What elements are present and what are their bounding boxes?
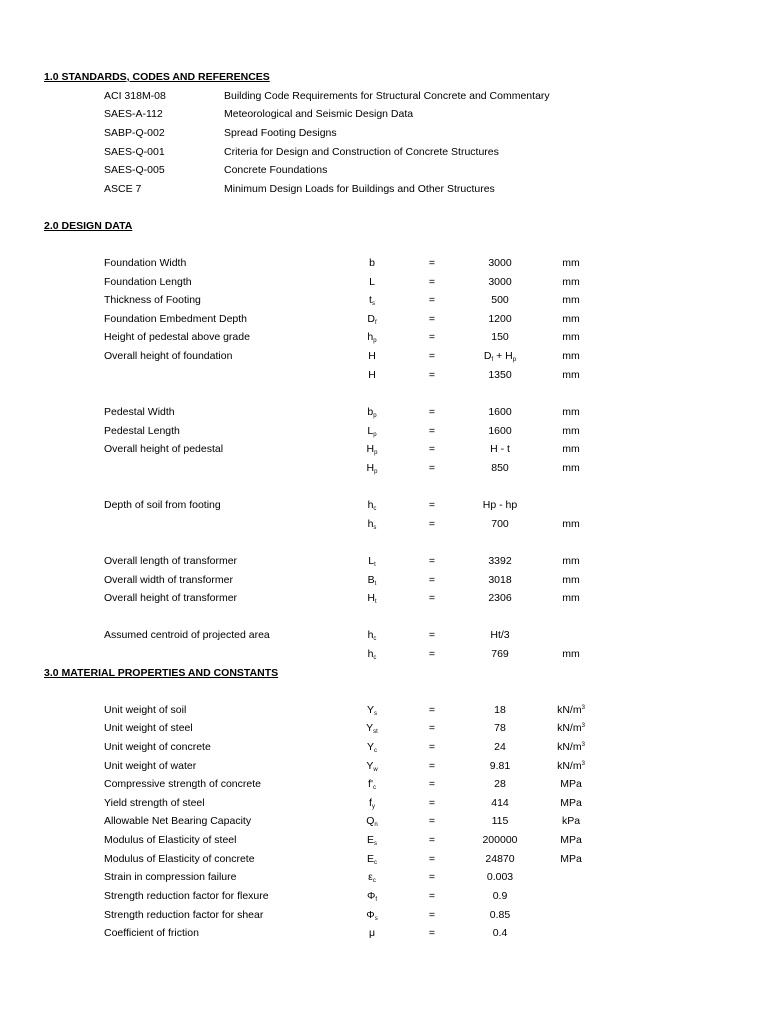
row-label: Coefficient of friction bbox=[104, 927, 199, 939]
reference-title: Criteria for Design and Construction of Concrete Structures bbox=[224, 146, 499, 158]
row-label: Modulus of Elasticity of steel bbox=[104, 834, 237, 846]
row-label: Allowable Net Bearing Capacity bbox=[104, 815, 252, 827]
row-unit: kPa bbox=[561, 815, 581, 827]
reference-row bbox=[0, 108, 768, 126]
row-symbol: $H_p$ bbox=[366, 443, 378, 456]
row-symbol: $h_c$ bbox=[367, 648, 377, 661]
row-symbol: $E_c$ bbox=[366, 853, 377, 866]
equals-sign: = bbox=[428, 704, 436, 716]
row-symbol: $f'_c$ bbox=[368, 778, 376, 791]
row-formula: Hp - hp bbox=[482, 499, 518, 511]
row-formula: H - t bbox=[490, 443, 510, 455]
row-label: Unit weight of steel bbox=[104, 722, 193, 734]
row-label: Strain in compression failure bbox=[104, 871, 237, 883]
row-value: 769 bbox=[491, 648, 509, 660]
row-value: 3000 bbox=[488, 276, 512, 288]
row-label: Unit weight of soil bbox=[104, 704, 187, 716]
row-label: Overall height of pedestal bbox=[104, 443, 224, 455]
row-unit: $kN/m^3$ bbox=[557, 741, 585, 753]
reference-code: SAES-Q-005 bbox=[104, 164, 165, 176]
row-symbol: H bbox=[368, 369, 376, 381]
equals-sign: = bbox=[428, 760, 436, 772]
row-symbol: $t_s$ bbox=[369, 294, 375, 307]
row-symbol: $H_p$ bbox=[366, 462, 378, 475]
row-value: 3392 bbox=[488, 555, 512, 567]
modulus-concrete-row bbox=[0, 853, 768, 871]
equals-sign: = bbox=[428, 499, 436, 511]
equals-sign: = bbox=[428, 592, 436, 604]
equals-sign: = bbox=[428, 369, 436, 381]
equals-sign: = bbox=[428, 294, 436, 306]
equals-sign: = bbox=[428, 462, 436, 474]
row-value: 0.9 bbox=[492, 890, 508, 902]
thickness-row bbox=[0, 294, 768, 312]
row-symbol: $D_f$ bbox=[367, 313, 377, 326]
row-label: Strength reduction factor for flexure bbox=[104, 890, 269, 902]
water-weight-row bbox=[0, 760, 768, 778]
foundation-width-row bbox=[0, 257, 768, 275]
pedestal-length-row bbox=[0, 425, 768, 443]
row-symbol: $Y_s$ bbox=[366, 704, 377, 717]
row-label: Overall width of transformer bbox=[104, 574, 233, 586]
overall-height-value-row bbox=[0, 369, 768, 387]
equals-sign: = bbox=[428, 257, 436, 269]
equals-sign: = bbox=[428, 313, 436, 325]
row-unit: mm bbox=[562, 462, 580, 474]
equals-sign: = bbox=[428, 648, 436, 660]
row-unit: mm bbox=[562, 313, 580, 325]
equals-sign: = bbox=[428, 778, 436, 790]
reference-row bbox=[0, 90, 768, 108]
row-value: 3018 bbox=[488, 574, 512, 586]
equals-sign: = bbox=[428, 406, 436, 418]
row-unit: $kN/m^3$ bbox=[557, 704, 585, 716]
equals-sign: = bbox=[428, 927, 436, 939]
row-label: Assumed centroid of projected area bbox=[104, 629, 270, 641]
row-value: 3000 bbox=[488, 257, 512, 269]
row-label: Pedestal Length bbox=[104, 425, 180, 437]
row-unit: $kN/m^3$ bbox=[557, 722, 585, 734]
row-label: Height of pedestal above grade bbox=[104, 331, 250, 343]
row-value: 24 bbox=[494, 741, 506, 753]
row-value: 0.003 bbox=[486, 871, 514, 883]
equals-sign: = bbox=[428, 518, 436, 530]
row-value: 1600 bbox=[488, 406, 512, 418]
equals-sign: = bbox=[428, 443, 436, 455]
bearing-capacity-row bbox=[0, 815, 768, 833]
equals-sign: = bbox=[428, 722, 436, 734]
row-symbol: $Y_{st}$ bbox=[366, 722, 378, 735]
reference-title: Concrete Foundations bbox=[224, 164, 328, 176]
equals-sign: = bbox=[428, 909, 436, 921]
pedestal-height-above-grade-row bbox=[0, 331, 768, 349]
row-symbol: $B_t$ bbox=[367, 574, 377, 587]
row-symbol: $L_p$ bbox=[367, 425, 377, 438]
row-unit: mm bbox=[562, 592, 580, 604]
row-symbol: $b_p$ bbox=[367, 406, 377, 419]
equals-sign: = bbox=[428, 741, 436, 753]
row-symbol: $Q_n$ bbox=[366, 815, 378, 828]
row-symbol: $\Phi_s$ bbox=[366, 909, 378, 922]
row-unit: mm bbox=[562, 555, 580, 567]
material-heading: 3.0 MATERIAL PROPERTIES AND CONSTANTS bbox=[44, 667, 279, 679]
soil-depth-row bbox=[0, 499, 768, 517]
strain-row bbox=[0, 871, 768, 889]
row-value: 500 bbox=[491, 294, 509, 306]
equals-sign: = bbox=[428, 425, 436, 437]
row-label: Unit weight of water bbox=[104, 760, 197, 772]
reference-code: ACI 318M-08 bbox=[104, 90, 166, 102]
transformer-length-row bbox=[0, 555, 768, 573]
row-label: Overall length of transformer bbox=[104, 555, 238, 567]
row-symbol: $h_c$ bbox=[367, 499, 377, 512]
row-label: Modulus of Elasticity of concrete bbox=[104, 853, 255, 865]
row-symbol: L bbox=[369, 276, 375, 288]
row-value: 414 bbox=[491, 797, 509, 809]
design-data-heading: 2.0 DESIGN DATA bbox=[44, 220, 133, 232]
yield-strength-row bbox=[0, 797, 768, 815]
row-label: Foundation Length bbox=[104, 276, 192, 288]
row-unit: mm bbox=[562, 294, 580, 306]
row-symbol: $E_s$ bbox=[366, 834, 377, 847]
row-unit: MPa bbox=[560, 853, 582, 865]
row-value: 115 bbox=[491, 815, 509, 827]
row-label: Yield strength of steel bbox=[104, 797, 205, 809]
row-value: 1350 bbox=[488, 369, 512, 381]
row-label: Foundation Embedment Depth bbox=[104, 313, 248, 325]
overall-height-foundation-row bbox=[0, 350, 768, 368]
centroid-value-row bbox=[0, 648, 768, 666]
row-label: Overall height of foundation bbox=[104, 350, 233, 362]
row-unit: mm bbox=[562, 574, 580, 586]
friction-row bbox=[0, 927, 768, 945]
row-value: 850 bbox=[491, 462, 509, 474]
reference-row bbox=[0, 183, 768, 201]
pedestal-width-row bbox=[0, 406, 768, 424]
reference-title: Building Code Requirements for Structural Concrete and Commentary bbox=[224, 90, 550, 102]
row-unit: MPa bbox=[560, 834, 582, 846]
row-value: 78 bbox=[494, 722, 506, 734]
row-symbol: $h_c$ bbox=[367, 629, 377, 642]
row-symbol: H bbox=[368, 350, 376, 362]
embedment-row bbox=[0, 313, 768, 331]
equals-sign: = bbox=[428, 331, 436, 343]
row-unit: mm bbox=[562, 406, 580, 418]
reference-title: Meteorological and Seismic Design Data bbox=[224, 108, 414, 120]
standards-heading: 1.0 STANDARDS, CODES AND REFERENCES bbox=[44, 71, 270, 83]
row-symbol: $f_y$ bbox=[369, 797, 375, 810]
reference-code: SABP-Q-002 bbox=[104, 127, 165, 139]
row-symbol: $Y_w$ bbox=[366, 760, 378, 773]
row-label: Pedestal Width bbox=[104, 406, 175, 418]
row-unit: MPa bbox=[560, 778, 582, 790]
row-symbol: $h_p$ bbox=[367, 331, 377, 344]
row-value: 2306 bbox=[488, 592, 512, 604]
row-symbol: $\Phi_f$ bbox=[366, 890, 378, 903]
row-symbol: $\varepsilon_c$ bbox=[368, 871, 376, 884]
soil-weight-row bbox=[0, 704, 768, 722]
row-unit: mm bbox=[562, 443, 580, 455]
reference-title: Minimum Design Loads for Buildings and Other Structures bbox=[224, 183, 495, 195]
row-label: Foundation Width bbox=[104, 257, 187, 269]
row-value: 0.85 bbox=[489, 909, 511, 921]
foundation-length-row bbox=[0, 276, 768, 294]
centroid-row bbox=[0, 629, 768, 647]
equals-sign: = bbox=[428, 797, 436, 809]
row-symbol: $L_t$ bbox=[368, 555, 376, 568]
row-value: 1600 bbox=[488, 425, 512, 437]
reference-code: SAES-A-112 bbox=[104, 108, 163, 120]
reference-title: Spread Footing Designs bbox=[224, 127, 337, 139]
row-value: 0.4 bbox=[492, 927, 508, 939]
row-formula: Ht/3 bbox=[490, 629, 510, 641]
row-label: Unit weight of concrete bbox=[104, 741, 211, 753]
transformer-width-row bbox=[0, 574, 768, 592]
row-symbol: $H_t$ bbox=[367, 592, 377, 605]
row-formula: $D_f + H_p$ bbox=[483, 350, 517, 363]
row-value: 28 bbox=[494, 778, 506, 790]
row-unit: mm bbox=[562, 425, 580, 437]
row-symbol: μ bbox=[368, 927, 376, 939]
reference-row bbox=[0, 164, 768, 182]
row-symbol: b bbox=[369, 257, 375, 269]
equals-sign: = bbox=[428, 853, 436, 865]
row-unit: mm bbox=[562, 257, 580, 269]
flexure-factor-row bbox=[0, 890, 768, 908]
row-symbol: $Y_c$ bbox=[366, 741, 377, 754]
equals-sign: = bbox=[428, 276, 436, 288]
row-unit: mm bbox=[562, 350, 580, 362]
row-value: 9.81 bbox=[489, 760, 511, 772]
reference-code: ASCE 7 bbox=[104, 183, 142, 195]
compressive-strength-row bbox=[0, 778, 768, 796]
transformer-height-row bbox=[0, 592, 768, 610]
row-unit: $kN/m^3$ bbox=[557, 760, 585, 772]
equals-sign: = bbox=[428, 629, 436, 641]
row-unit: mm bbox=[562, 369, 580, 381]
row-value: 700 bbox=[491, 518, 509, 530]
row-unit: mm bbox=[562, 276, 580, 288]
equals-sign: = bbox=[428, 815, 436, 827]
row-label: Compressive strength of concrete bbox=[104, 778, 261, 790]
equals-sign: = bbox=[428, 871, 436, 883]
row-value: 150 bbox=[491, 331, 509, 343]
row-value: 18 bbox=[494, 704, 506, 716]
pedestal-height-row bbox=[0, 443, 768, 461]
row-value: 1200 bbox=[488, 313, 512, 325]
equals-sign: = bbox=[428, 890, 436, 902]
row-unit: mm bbox=[562, 331, 580, 343]
row-value: 200000 bbox=[482, 834, 518, 846]
steel-weight-row bbox=[0, 722, 768, 740]
pedestal-height-value-row bbox=[0, 462, 768, 480]
row-unit: MPa bbox=[560, 797, 582, 809]
reference-row bbox=[0, 146, 768, 164]
modulus-steel-row bbox=[0, 834, 768, 852]
row-label: Thickness of Footing bbox=[104, 294, 201, 306]
equals-sign: = bbox=[428, 350, 436, 362]
reference-row bbox=[0, 127, 768, 145]
equals-sign: = bbox=[428, 574, 436, 586]
row-label: Strength reduction factor for shear bbox=[104, 909, 264, 921]
reference-code: SAES-Q-001 bbox=[104, 146, 165, 158]
soil-depth-value-row bbox=[0, 518, 768, 536]
row-value: 24870 bbox=[485, 853, 515, 865]
row-label: Overall height of transformer bbox=[104, 592, 238, 604]
row-unit: mm bbox=[562, 648, 580, 660]
equals-sign: = bbox=[428, 834, 436, 846]
row-label: Depth of soil from footing bbox=[104, 499, 221, 511]
row-symbol: $h_s$ bbox=[367, 518, 377, 531]
equals-sign: = bbox=[428, 555, 436, 567]
concrete-weight-row bbox=[0, 741, 768, 759]
row-unit: mm bbox=[562, 518, 580, 530]
shear-factor-row bbox=[0, 909, 768, 927]
